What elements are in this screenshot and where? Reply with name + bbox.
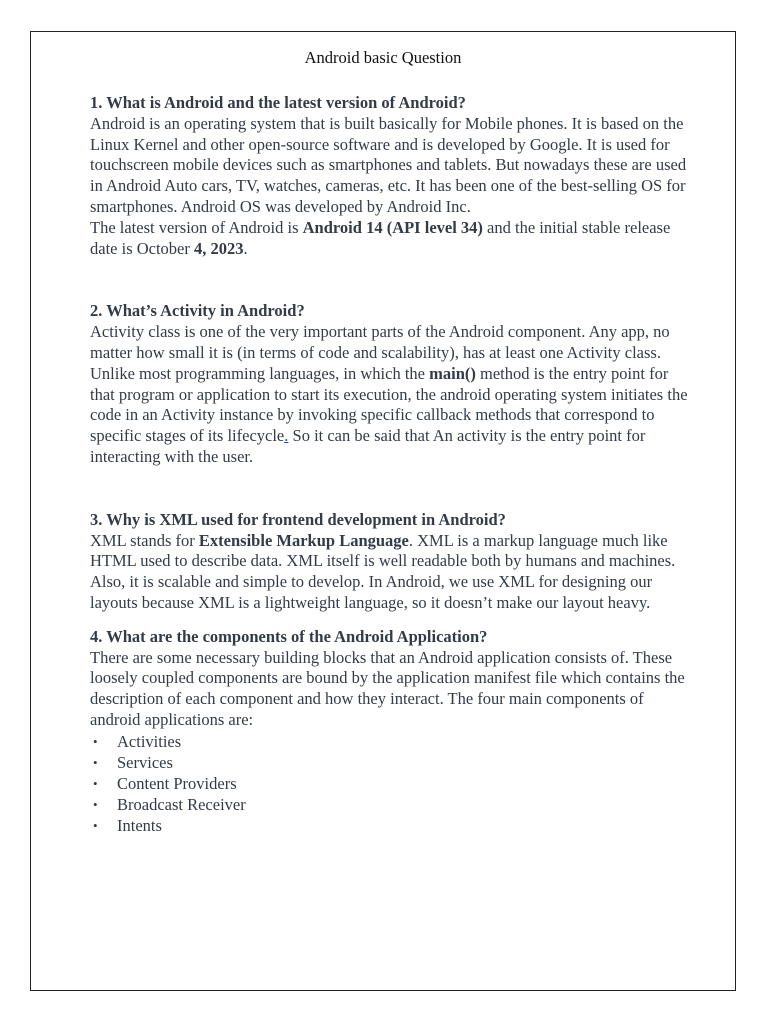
list-item xyxy=(90,773,690,794)
question-4-heading: 4. What are the components of the Android Application? xyxy=(90,626,488,646)
q1-para2-text-b: and the initial stable release date is October xyxy=(90,217,671,258)
list-item-label: Activities xyxy=(117,731,182,751)
bullet-icon: • xyxy=(93,796,98,812)
q3-xml-full-form: Extensible Markup Language xyxy=(198,530,409,550)
list-item xyxy=(90,731,690,752)
question-1-heading: 1. What is Android and the latest version of Android? xyxy=(90,93,466,112)
list-item xyxy=(90,752,690,773)
question-2-paragraph xyxy=(90,322,690,468)
list-item-label: Content Providers xyxy=(117,773,237,793)
q2-text-b: method is the entry point for that program or application to start its execution, the android operating system initiates the code in an Activity instance by invoking specific callback methods that correspond to specific stages of its lifecycle xyxy=(90,363,688,446)
bullet-icon: • xyxy=(93,733,98,749)
question-1-paragraph-2 xyxy=(90,218,690,260)
question-1-paragraph-1: Android is an operating system that is built basically for Mobile phones. It is based on the Linux Kernel and other open-source software and is developed by Google. It is used for touchscreen mobile devices such as smartphones and tablets. But nowadays these are used in Android Auto cars, TV, watches, cameras, etc. It has been one of the best-selling OS for smartphones. Android OS was developed by Android Inc. xyxy=(90,113,687,216)
question-2-section xyxy=(90,301,690,467)
q1-release-date: 4, 2023 xyxy=(194,238,244,258)
q3-text-a: XML stands for xyxy=(90,530,199,550)
document-body xyxy=(90,93,690,836)
question-4-section xyxy=(90,627,690,836)
list-item-label: Intents xyxy=(117,815,162,835)
q3-text-b: . XML is a markup language much like HTML used to describe data. XML itself is well readable both by humans and machines. Also, it is scalable and simple to develop. In Android, we use XML for designing our layouts because XML is a lightweight language, so it doesn’t make our layout heavy. xyxy=(90,530,676,612)
question-4-paragraph: There are some necessary building blocks that an Android application consists of. These loosely coupled components are bound by the application manifest file which contains the description of each component and how they interact. The four main components of android applications are: xyxy=(90,647,685,729)
document-title: Android basic Question xyxy=(304,48,462,67)
list-item xyxy=(90,815,690,836)
q1-para2-text-a: The latest version of Android is xyxy=(90,217,303,237)
bullet-icon: • xyxy=(93,754,98,770)
question-3-section xyxy=(90,510,690,614)
components-list xyxy=(90,731,690,836)
list-item xyxy=(90,794,690,815)
bullet-icon: • xyxy=(93,775,98,791)
question-3-heading: 3. Why is XML used for frontend development in Android? xyxy=(90,509,506,529)
question-1-section xyxy=(90,93,690,259)
list-item-label: Broadcast Receiver xyxy=(117,794,246,814)
q2-main-method: main() xyxy=(429,363,476,383)
q2-lifecycle-link[interactable]: . xyxy=(284,426,289,446)
question-3-paragraph xyxy=(90,531,690,614)
q1-para2-text-c: . xyxy=(243,238,248,258)
bullet-icon: • xyxy=(93,817,98,833)
list-item-label: Services xyxy=(117,752,173,772)
q2-text-a: Activity class is one of the very important parts of the Android component. Any app, no matter how small it is (in terms of code and scalability), has at least one Activity class. Unlike most programming languages, in which the xyxy=(90,322,670,383)
question-2-heading: 2. What’s Activity in Android? xyxy=(90,301,305,321)
q2-text-c: So it can be said that An activity is the entry point for interacting with the user. xyxy=(90,426,646,466)
q1-latest-version: Android 14 (API level 34) xyxy=(302,217,483,237)
